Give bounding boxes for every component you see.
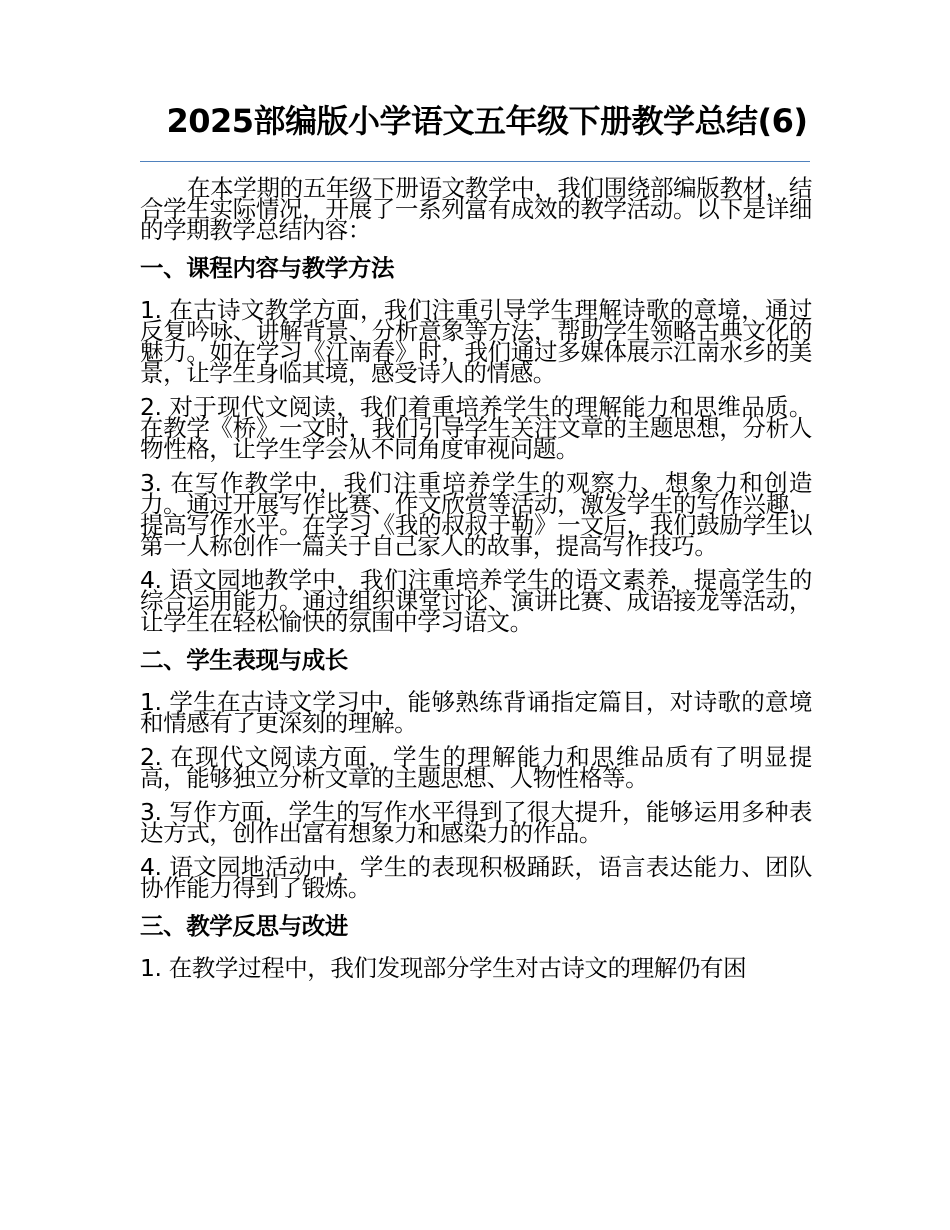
section-1-item-1: 1. 在古诗文教学方面，我们注重引导学生理解诗歌的意境，通过反复吟咏、讲解背景、分析意象等方法，帮助学生领略古典文化的魅力。如在学习《江南春》时，我们通过多媒体展示江南水乡的美景，让学生身临其境，感受诗人的情感。 (140, 296, 812, 387)
section-2-item-2: 2. 在现代文阅读方面，学生的理解能力和思维品质有了明显提高，能够独立分析文章的主题思想、人物性格等。 (140, 743, 812, 792)
section-heading-3: 三、教学反思与改进 (140, 912, 348, 940)
document-body (140, 174, 812, 992)
section-2-item-1: 1. 学生在古诗文学习中，能够熟练背诵指定篇目，对诗歌的意境和情感有了更深刻的理解。 (140, 688, 812, 737)
section-heading-1: 一、课程内容与教学方法 (140, 254, 395, 282)
section-3-item-1: 1. 在教学过程中，我们发现部分学生对古诗文的理解仍有困 (140, 954, 747, 982)
section-heading-2: 二、学生表现与成长 (140, 646, 348, 674)
section-1-item-3: 3. 在写作教学中，我们注重培养学生的观察力、想象力和创造力。通过开展写作比赛、作文欣赏等活动，激发学生的写作兴趣，提高写作水平。在学习《我的叔叔于勒》一文后，我们鼓励学生以第一人称创作一篇关于自己家人的故事，提高写作技巧。 (140, 469, 812, 560)
section-2-item-4: 4. 语文园地活动中，学生的表现积极踊跃，语言表达能力、团队协作能力得到了锻炼。 (140, 853, 812, 902)
section-2-item-3: 3. 写作方面，学生的写作水平得到了很大提升，能够运用多种表达方式，创作出富有想象力和感染力的作品。 (140, 798, 812, 847)
intro-paragraph: 在本学期的五年级下册语文教学中，我们围绕部编版教材，结合学生实际情况，开展了一系列富有成效的教学活动。以下是详细的学期教学总结内容： (140, 174, 812, 244)
section-1-item-2: 2. 对于现代文阅读，我们着重培养学生的理解能力和思维品质。在教学《桥》一文时，我们引导学生关注文章的主题思想，分析人物性格，让学生学会从不同角度审视问题。 (140, 393, 812, 463)
title-underline (140, 161, 810, 162)
section-1-item-4: 4. 语文园地教学中，我们注重培养学生的语文素养，提高学生的综合运用能力。通过组织课堂讨论、演讲比赛、成语接龙等活动，让学生在轻松愉快的氛围中学习语文。 (140, 566, 812, 636)
document-title: 2025部编版小学语文五年级下册教学总结(6) (166, 102, 808, 140)
